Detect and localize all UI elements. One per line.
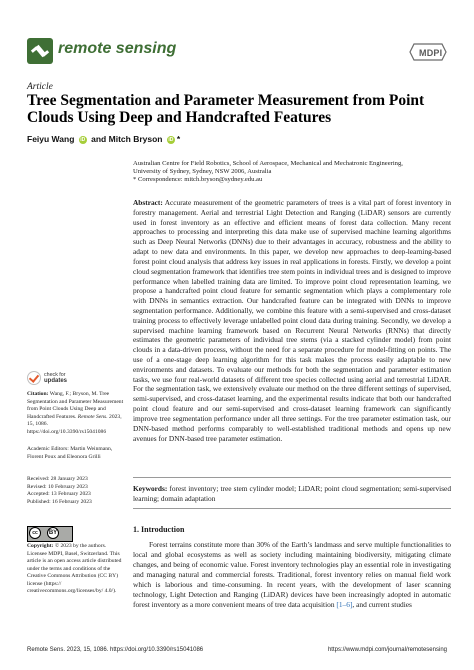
editors-names: Martin Weinmann, Florent Poux and Eleonora Grilli — [27, 446, 113, 460]
author-list — [27, 134, 180, 144]
author-name: Feiyu Wang — [27, 134, 75, 144]
editors-label: Academic Editors: — [27, 446, 69, 452]
check-updates-label-top: check for — [44, 372, 66, 378]
article-type: Article — [27, 82, 53, 92]
received-date: Received: 28 January 2023 — [27, 476, 88, 482]
copyright-block — [27, 543, 125, 596]
introduction-paragraph — [133, 540, 451, 610]
affiliation-line: University of Sydney, Sydney, NSW 2006, Australia — [133, 168, 272, 176]
paper-title: Tree Segmentation and Parameter Measurement from Point Clouds Using Deep and Handcrafted Features — [27, 92, 425, 126]
keywords-label: Keywords: — [133, 484, 168, 493]
section-heading: 1. Introduction — [133, 525, 185, 534]
citation-volume: 2023, 15, 1086. — [27, 413, 122, 428]
intro-text-end: , and current studies — [352, 600, 412, 610]
author-name: Mitch Bryson — [108, 134, 163, 144]
correspondence-line: * Correspondence: mitch.bryson@sydney.edu.au — [133, 176, 263, 184]
abstract-label: Abstract: — [133, 198, 163, 207]
dates-block — [27, 476, 125, 506]
cc-icon: cc — [29, 527, 41, 539]
affiliation-line: Australian Centre for Field Robotics, School of Aerospace, Mechanical and Mechatronic Engineering, — [133, 160, 403, 167]
keywords-text: forest inventory; tree stem cylinder model; LiDAR; point cloud segmentation; semi-supervised learning; domain adaptation — [133, 484, 451, 503]
page-footer — [27, 647, 447, 653]
check-updates-button[interactable] — [44, 372, 67, 384]
journal-logo-icon — [27, 38, 53, 64]
copyright-label: Copyright: — [27, 543, 54, 549]
divider — [133, 508, 451, 509]
citation-block — [27, 391, 125, 436]
citation-journal: Remote Sens. — [77, 413, 108, 420]
author-connector: and — [91, 134, 107, 144]
orcid-icon[interactable]: iD — [168, 136, 174, 143]
correspondence-marker: * — [176, 134, 181, 144]
abstract-text: Accurate measurement of the geometric parameters of trees is a vital part of forest inventory in forestry management. Aerial and terrestrial Light Detection and Ranging (LiDAR) sensors are currently used in forest inventory as an effective and efficient means of forest data collection. Many recent approaches to processing and interpreting this data make use of supervised machine learning algorithms such as Deep Neural Networks (DNNs) due to their advantages in accuracy, robustness and the ability to adapt to new data and environments. In this paper, we develop new approaches to deep-learning-based forest point cloud analysis that address key issues in real applications in forests. Firstly, we develop a point cloud segmentation framework that identifies tree stem points in individual trees and is designed to improve performance when labelled training data are limited. To improve point cloud representation learning, we propose a handcrafted point cloud feature for semantic segmentation which plays a complementary role with DNNs in semantics extraction. Our handcrafted feature can be integrated with DNNs to improve segmentation performance. Additionally, we combine this feature with a semi-supervised and cross-dataset training process to effectively leverage unlabelled point cloud data during training. Secondly, we develop a supervised machine learning framework based on Recurrent Neural Networks (RNNs) that directly estimates the geometric parameters of individual tree stems (via a stacked cylinder model) from point clouds in a data-driven process, without the need for a separate procedure for model-fitting on points. The use of a one-stage deep learning algorithm for this task makes the process easily adaptable to new environments and datasets. To evaluate our methods for both the segmentation and parameter estimation tasks, we use four real-world datasets of different tree species collected using aerial and terrestrial LiDAR. For the segmentation task, we extensively evaluate our method on the three different settings of supervised, semi-supervised, and cross-dataset learning, and the experimental results indicate that both our handcrafted point cloud feature and our semi-supervised and cross-dataset learning framework can significantly improve tree segmentation performance under all three settings. For the tree parameter estimation task, our DNN-based method performs comparably to well-established traditional methods and opens up new avenues for DNN-based tree parameter estimation. — [133, 198, 452, 443]
revised-date: Revised: 10 February 2023 — [27, 483, 88, 490]
check-updates-icon[interactable] — [27, 371, 41, 385]
affiliation — [133, 160, 453, 185]
publisher-name: MDPI — [419, 48, 443, 58]
footer-journal-url[interactable]: https://www.mdpi.com/journal/remotesensing — [327, 647, 447, 653]
footer-citation: Remote Sens. 2023, 15, 1086. https://doi.org/10.3390/rs15041086 — [27, 647, 204, 653]
published-date: Published: 16 February 2023 — [27, 498, 92, 505]
academic-editors — [27, 446, 125, 461]
intro-text: Forest terrains constitute more than 30% of the Earth’s landmass and serve multiple functionalities to local and global ecosystems as well as society including maintaining biodiversity, mitigating climate changes, and being of economic value. Forest inventory technologies play an essential role in investigating and managing natural and commercial forests. Traditional, forest inventory relies on manual field work which is laborious and time-consuming. In recent years, with the development of laser scanning technology, Light Detection and Ranging (LiDAR) devices have been increasingly adopted in automatic forest inventory as a more convenient means of tree data acquisition — [133, 540, 451, 610]
divider — [133, 477, 451, 478]
accepted-date: Accepted: 13 February 2023 — [27, 491, 91, 498]
citation-doi-link[interactable]: https://doi.org/10.3390/rs15041086 — [27, 428, 107, 435]
citation-link[interactable]: [1–6] — [336, 600, 353, 610]
by-icon: BY — [47, 527, 59, 539]
journal-name: remote sensing — [58, 40, 177, 57]
citation-text: Wang, F.; Bryson, M. Tree Segmentation and Parameter Measurement from Point Clouds Using Deep and Handcrafted Features. — [27, 391, 124, 420]
keywords — [133, 484, 451, 504]
check-updates-label-bottom: updates — [44, 378, 68, 385]
citation-label: Citation: — [27, 391, 49, 397]
abstract — [133, 198, 451, 443]
orcid-icon[interactable]: iD — [80, 136, 86, 143]
copyright-text: © 2023 by the authors. Licensee MDPI, Basel, Switzerland. This article is an open access article distributed under the terms and conditions of the Creative Commons Attribution (CC BY) license (https:// creativecommons.org/licenses/by/ 4.0/). — [27, 543, 122, 595]
